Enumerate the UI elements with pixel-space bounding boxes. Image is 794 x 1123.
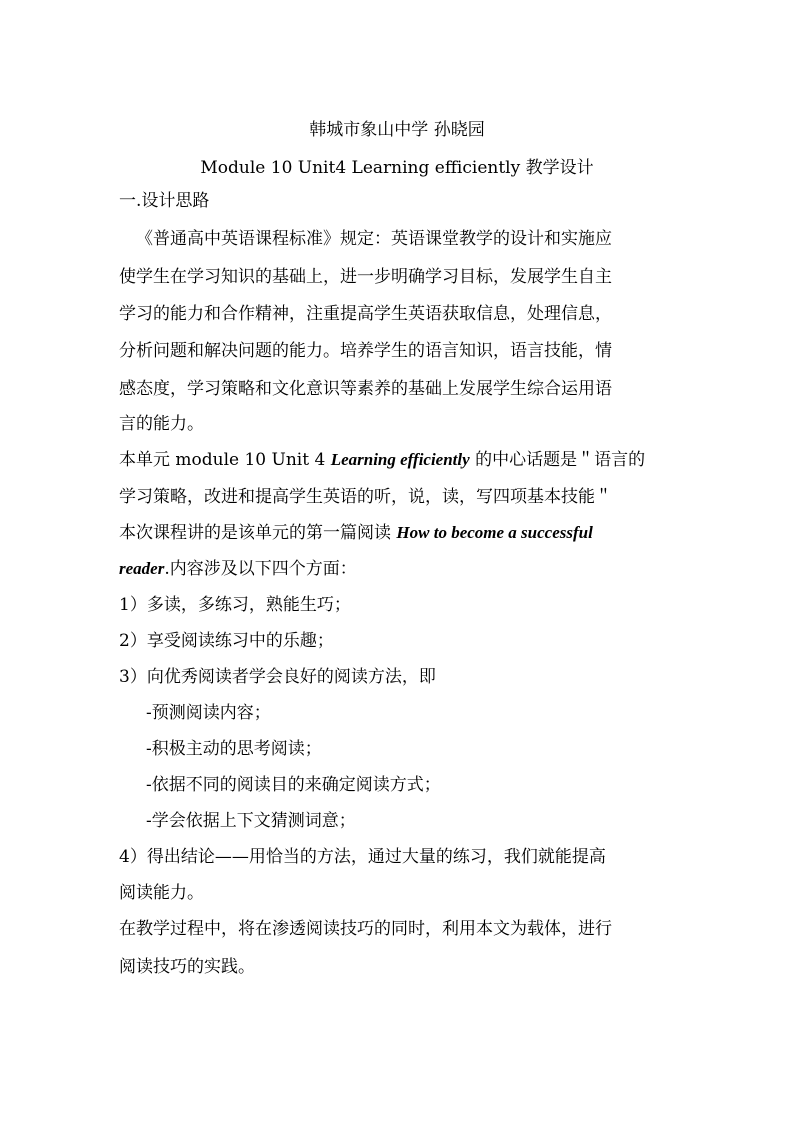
paragraph-line: 在教学过程中，将在渗透阅读技巧的同时，利用本文为载体，进行: [119, 919, 612, 939]
text-run: 的中心话题是＂语言的: [469, 450, 646, 470]
paragraph-line: [119, 558, 357, 580]
document-title: Module 10 Unit4 Learning efficiently 教学设计: [200, 158, 594, 178]
sub-list-item: -积极主动的思考阅读；: [146, 739, 322, 759]
paragraph-line: 感态度，学习策略和文化意识等素养的基础上发展学生综合运用语: [119, 379, 612, 399]
reading-title-emphasis: reader: [119, 559, 165, 578]
paragraph-line: 学习的能力和合作精神，注重提高学生英语获取信息，处理信息，: [119, 304, 612, 324]
paragraph-line: 言的能力。: [119, 414, 204, 434]
list-item: 4）得出结论——用恰当的方法，通过大量的练习，我们就能提高: [119, 847, 606, 867]
list-item: 3）向优秀阅读者学会良好的阅读方法，即: [119, 667, 436, 687]
paragraph-line: [119, 449, 645, 471]
list-item-continuation: 阅读能力。: [119, 883, 204, 903]
reading-title-emphasis: How to become a successful: [396, 523, 593, 542]
paragraph-line: 《普通高中英语课程标准》规定：英语课堂教学的设计和实施应: [136, 229, 612, 249]
text-run: 本次课程讲的是该单元的第一篇阅读: [119, 523, 397, 543]
text-run: .内容涉及以下四个方面：: [164, 559, 357, 579]
sub-list-item: -学会依据上下文猜测词意；: [146, 811, 356, 831]
list-item: 2）享受阅读练习中的乐趣；: [119, 631, 334, 651]
paragraph-line: 分析问题和解决问题的能力。培养学生的语言知识，语言技能，情: [119, 341, 612, 361]
paragraph-line: 阅读技巧的实践。: [119, 957, 255, 977]
section-heading: 一.设计思路: [119, 191, 210, 211]
unit-title-emphasis: Learning efficiently: [330, 450, 470, 469]
sub-list-item: -依据不同的阅读目的来确定阅读方式；: [146, 775, 441, 795]
paragraph-line: 学习策略，改进和提高学生英语的听，说，读，写四项基本技能＂: [119, 487, 612, 507]
sub-list-item: -预测阅读内容；: [146, 703, 271, 723]
paragraph-line: 使学生在学习知识的基础上，进一步明确学习目标，发展学生自主: [119, 267, 612, 287]
author-line: 韩城市象山中学 孙晓园: [309, 120, 485, 140]
list-item: 1）多读，多练习，熟能生巧；: [119, 595, 351, 615]
paragraph-line: [119, 522, 593, 544]
text-run: 本单元 module 10 Unit 4: [119, 450, 331, 470]
